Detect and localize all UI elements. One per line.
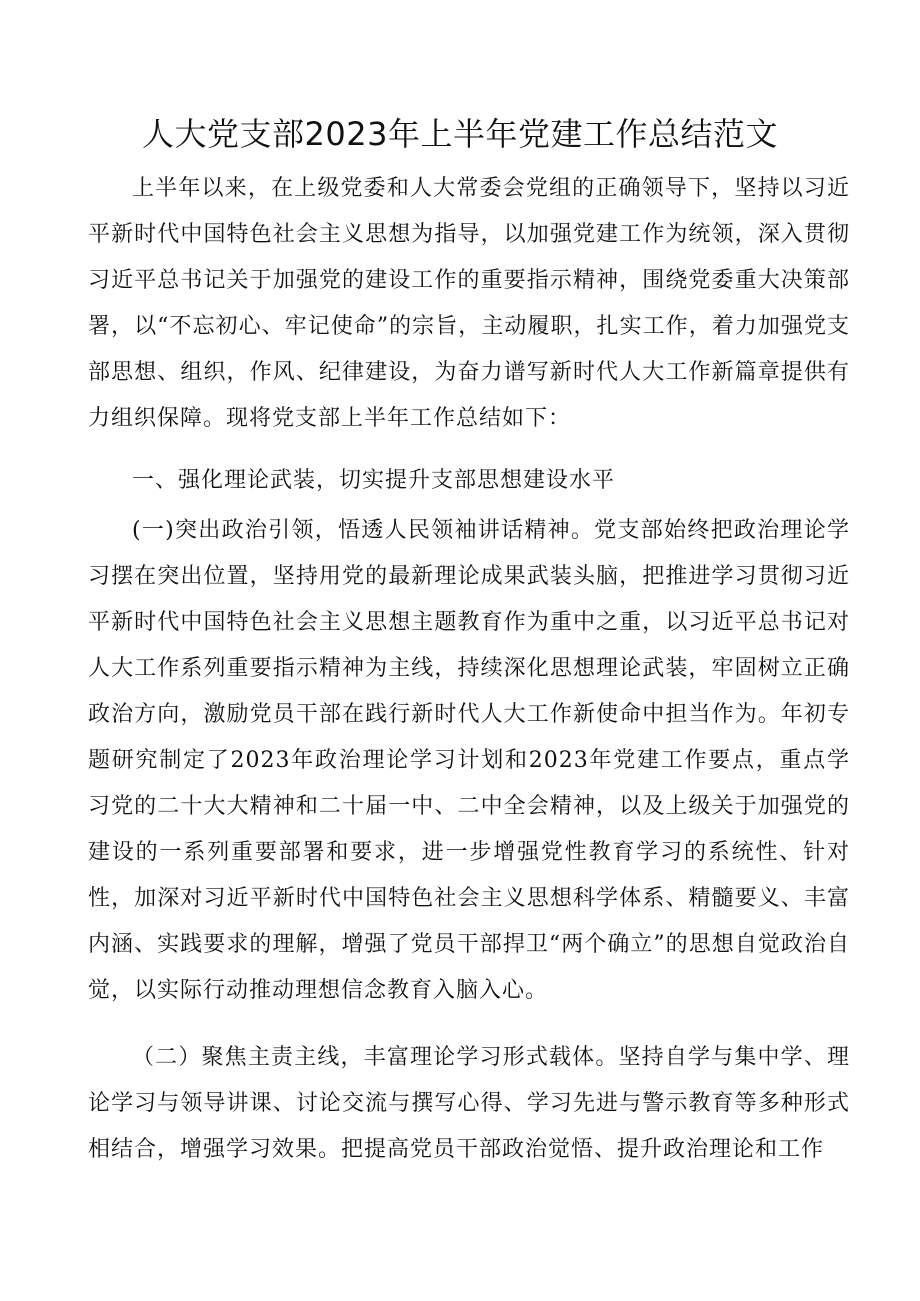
section-1-item-2-paragraph: （二）聚焦主责主线，丰富理论学习形式载体。坚持自学与集中学、理论学习与领导讲课、讨论交流与撰写心得、学习先进与警示教育等多种形式相结合，增强学习效果。把提高党员干部政治觉悟、提升政治理论和工作 [88,1045,850,1162]
section-1-item-1-paragraph: (一)突出政治引领，悟透人民领袖讲话精神。党支部始终把政治理论学习摆在突出位置，坚持用党的最新理论成果武装头脑，把推进学习贯彻习近平新时代中国特色社会主义思想主题教育作为重中之重，以习近平总书记对人大工作系列重要指示精神为主线，持续深化思想理论武装，牢固树立正确政治方向，激励党员干部在践行新时代人大工作新使命中担当作为。年初专题研究制定了2023年政治理论学习计划和2023年党建工作要点，重点学习党的二十大大精神和二十届一中、二中全会精神，以及上级关于加强党的建设的一系列重要部署和要求，进一步增强党性教育学习的系统性、针对性，加深对习近平新时代中国特色社会主义思想科学体系、精髓要义、丰富内涵、实践要求的理解，增强了党员干部捍卫“两个确立”的思想自觉政治自觉，以实际行动推动理想信念教育入脑入心。 [88,518,850,1003]
document-title: 人大党支部2023年上半年党建工作总结范文 [142,115,778,153]
section-1-heading: 一、强化理论武装，切实提升支部思想建设水平 [132,468,616,493]
intro-paragraph: 上半年以来，在上级党委和人大常委会党组的正确领导下，坚持以习近平新时代中国特色社会主义思想为指导，以加强党建工作为统领，深入贯彻习近平总书记关于加强党的建设工作的重要指示精神，围绕党委重大决策部署，以“不忘初心、牢记使命”的宗旨，主动履职，扎实工作，着力加强党支部思想、组织，作风、纪律建设，为奋力谱写新时代人大工作新篇章提供有力组织保障。现将党支部上半年工作总结如下： [88,176,850,431]
